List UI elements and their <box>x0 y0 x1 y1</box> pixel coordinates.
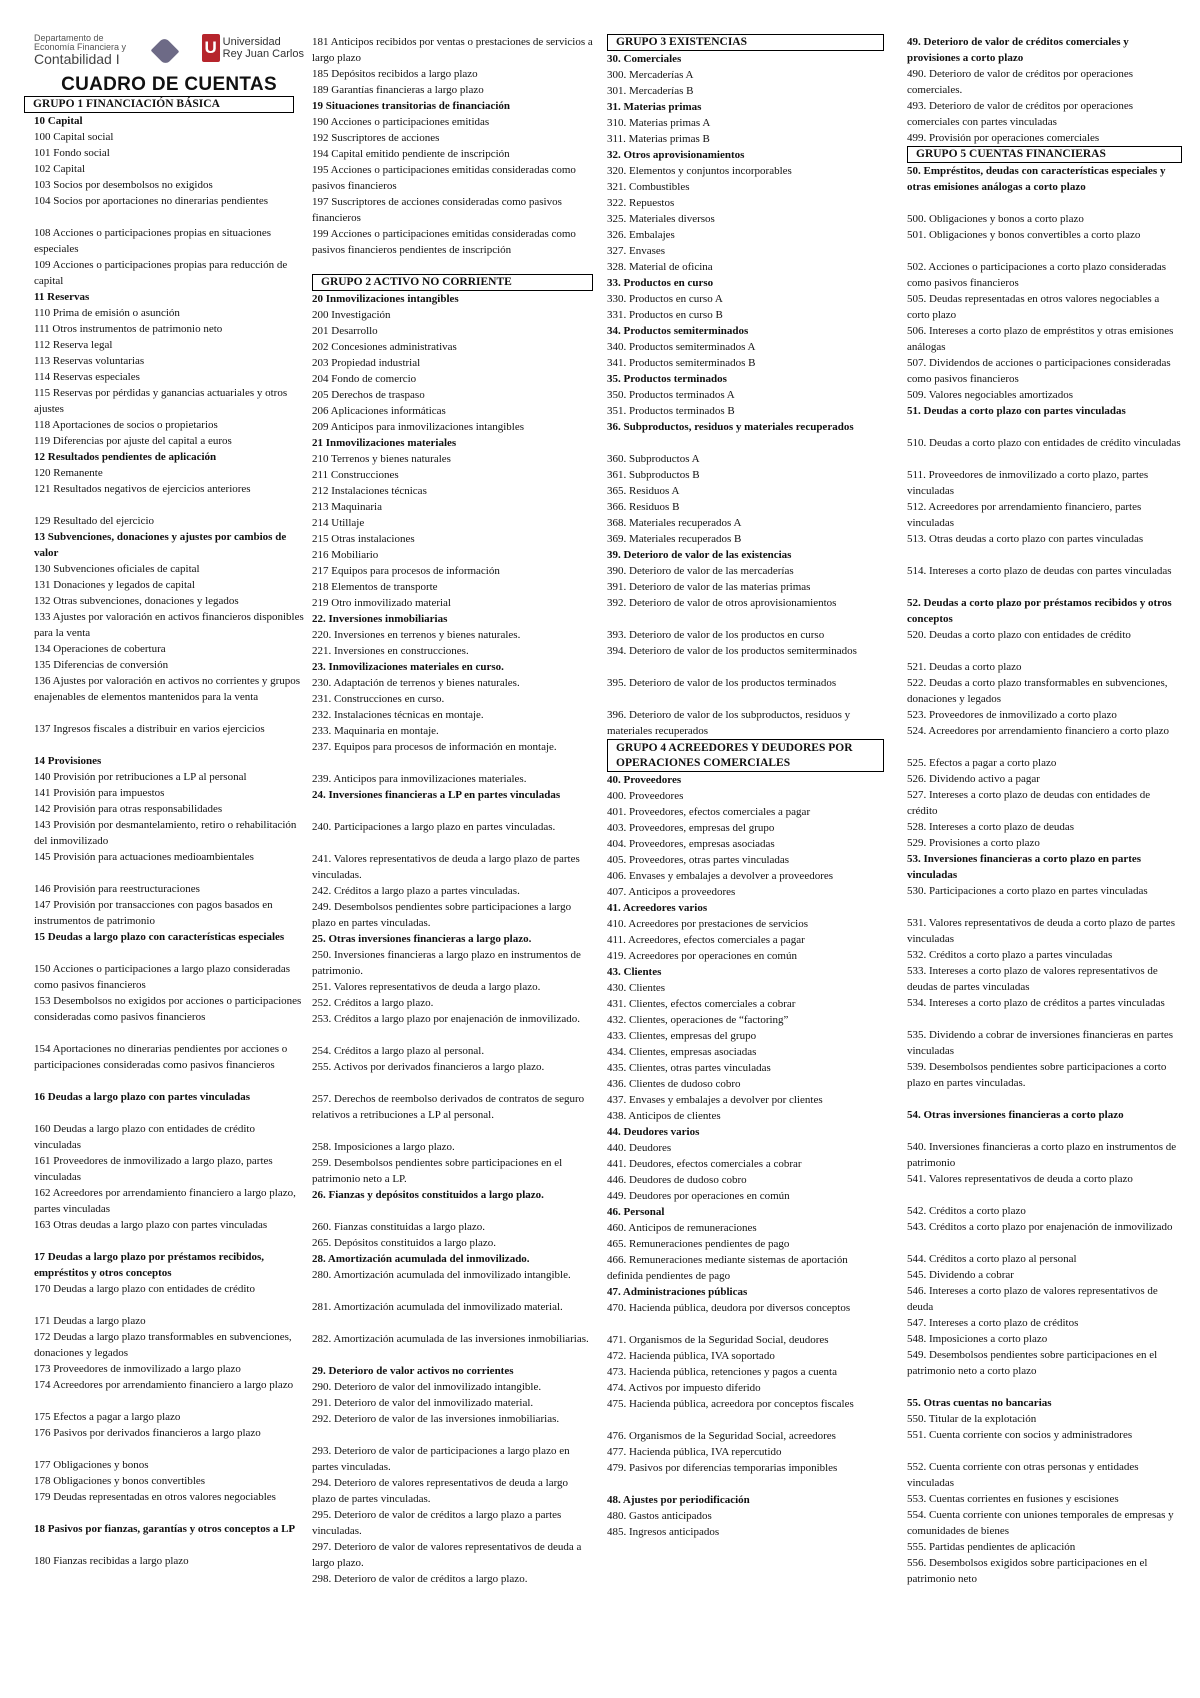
account-item: 534. Intereses a corto plazo de créditos a partes vinculadas <box>907 997 1165 1009</box>
account-item: 293. Deterioro de valor de participaciones a largo plazo en partes vinculadas. <box>312 1445 570 1473</box>
account-item: 142 Provisión para otras responsabilidades <box>34 803 223 815</box>
account-item: 533. Intereses a corto plazo de valores representativos de deudas de partes vinculadas <box>907 965 1158 993</box>
subgroup-heading: 15 Deudas a largo plazo con características especiales <box>34 931 285 943</box>
subgroup-heading: 39. Deterioro de valor de las existencias <box>607 549 792 561</box>
account-item: 460. Anticipos de remuneraciones <box>607 1222 757 1234</box>
account-item: 396. Deterioro de valor de los subproductos, residuos y materiales recuperados <box>607 709 851 737</box>
account-item: 175 Efectos a pagar a largo plazo <box>34 1411 181 1423</box>
subgroup-heading: 50. Empréstitos, deudas con características especiales y otras emisiones análogas a corto plazo <box>907 165 1166 193</box>
account-item: 237. Equipos para procesos de información en montaje. <box>312 741 557 753</box>
account-item: 514. Intereses a corto plazo de deudas con partes vinculadas <box>907 565 1172 577</box>
account-item: 322. Repuestos <box>607 197 675 209</box>
account-item: 189 Garantías financieras a largo plazo <box>312 84 484 96</box>
account-item: 120 Remanente <box>34 467 103 479</box>
department-name: Departamento de Economía Financiera y <box>34 33 127 52</box>
account-item: 395. Deterioro de valor de los productos terminados <box>607 677 837 689</box>
account-item: 230. Adaptación de terrenos y bienes naturales. <box>312 677 520 689</box>
account-list <box>34 96 304 1569</box>
subgroup-heading: 30. Comerciales <box>607 53 682 65</box>
account-item: 543. Créditos a corto plazo por enajenación de inmovilizado <box>907 1221 1173 1233</box>
subgroup-heading: 44. Deudores varios <box>607 1126 700 1138</box>
account-item: 110 Prima de emisión o asunción <box>34 307 180 319</box>
account-item: 436. Clientes de dudoso cobro <box>607 1078 741 1090</box>
column-2 <box>312 34 593 1587</box>
account-item: 130 Subvenciones oficiales de capital <box>34 563 200 575</box>
subgroup-heading: 41. Acreedores varios <box>607 902 708 914</box>
account-item: 173 Proveedores de inmovilizado a largo plazo <box>34 1363 241 1375</box>
account-item: 330. Productos en curso A <box>607 293 723 305</box>
account-item: 212 Instalaciones técnicas <box>312 485 427 497</box>
account-item: 512. Acreedores por arrendamiento financiero, partes vinculadas <box>907 501 1142 529</box>
account-item: 177 Obligaciones y bonos <box>34 1459 149 1471</box>
account-item: 477. Hacienda pública, IVA repercutido <box>607 1446 782 1458</box>
account-item: 327. Envases <box>607 245 666 257</box>
account-item: 473. Hacienda pública, retenciones y pagos a cuenta <box>607 1366 837 1378</box>
account-item: 392. Deterioro de valor de otros aprovisionamientos <box>607 597 837 609</box>
account-item: 254. Créditos a largo plazo al personal. <box>312 1045 485 1057</box>
account-item: 509. Valores negociables amortizados <box>907 389 1073 401</box>
account-item: 241. Valores representativos de deuda a largo plazo de partes vinculadas. <box>312 853 580 881</box>
account-item: 542. Créditos a corto plazo <box>907 1205 1026 1217</box>
account-item: 406. Envases y embalajes a devolver a proveedores <box>607 870 834 882</box>
account-item: 471. Organismos de la Seguridad Social, deudores <box>607 1334 829 1346</box>
subgroup-heading: 16 Deudas a largo plazo con partes vinculadas <box>34 1091 251 1103</box>
account-item: 470. Hacienda pública, deudora por diversos conceptos <box>607 1302 851 1314</box>
account-item: 472. Hacienda pública, IVA soportado <box>607 1350 775 1362</box>
account-item: 479. Pasivos por diferencias temporarias imponibles <box>607 1462 838 1474</box>
account-item: 328. Material de oficina <box>607 261 713 273</box>
account-list <box>607 34 884 1540</box>
account-item: 119 Diferencias por ajuste del capital a euros <box>34 435 232 447</box>
account-item: 192 Suscriptores de acciones <box>312 132 440 144</box>
account-item: 295. Deterioro de valor de créditos a largo plazo a partes vinculadas. <box>312 1509 562 1537</box>
account-item: 121 Resultados negativos de ejercicios anteriores <box>34 483 251 495</box>
account-item: 341. Productos semiterminados B <box>607 357 756 369</box>
account-item: 506. Intereses a corto plazo de empréstitos y otras emisiones análogas <box>907 325 1174 353</box>
account-item: 204 Fondo de comercio <box>312 373 417 385</box>
account-item: 143 Provisión por desmantelamiento, retiro o rehabilitación del inmovilizado <box>34 819 297 847</box>
account-item: 391. Deterioro de valor de las materias primas <box>607 581 811 593</box>
account-item: 108 Acciones o participaciones propias en situaciones especiales <box>34 227 272 255</box>
subgroup-heading: 22. Inversiones inmobiliarias <box>312 613 448 625</box>
account-item: 331. Productos en curso B <box>607 309 723 321</box>
account-item: 511. Proveedores de inmovilizado a corto plazo, partes vinculadas <box>907 469 1149 497</box>
account-item: 520. Deudas a corto plazo con entidades de crédito <box>907 629 1131 641</box>
account-item: 135 Diferencias de conversión <box>34 659 169 671</box>
account-item: 300. Mercaderías A <box>607 69 694 81</box>
account-item: 280. Amortización acumulada del inmovilizado intangible. <box>312 1269 571 1281</box>
account-item: 172 Deudas a largo plazo transformables en subvenciones, donaciones y legados <box>34 1331 292 1359</box>
account-item: 474. Activos por impuesto diferido <box>607 1382 761 1394</box>
account-item: 505. Deudas representadas en otros valores negociables a corto plazo <box>907 293 1160 321</box>
account-item: 476. Organismos de la Seguridad Social, acreedores <box>607 1430 836 1442</box>
account-item: 493. Deterioro de valor de créditos por operaciones comerciales con partes vinculadas <box>907 100 1134 128</box>
account-item: 361. Subproductos B <box>607 469 700 481</box>
account-item: 113 Reservas voluntarias <box>34 355 145 367</box>
account-item: 255. Activos por derivados financieros a largo plazo. <box>312 1061 545 1073</box>
account-item: 446. Deudores de dudoso cobro <box>607 1174 747 1186</box>
account-item: 320. Elementos y conjuntos incorporables <box>607 165 792 177</box>
account-item: 411. Acreedores, efectos comerciales a pagar <box>607 934 805 946</box>
account-item: 350. Productos terminados A <box>607 389 735 401</box>
account-item: 540. Inversiones financieras a corto plazo en instrumentos de patrimonio <box>907 1141 1177 1169</box>
account-item: 366. Residuos B <box>607 501 680 513</box>
account-item: 510. Deudas a corto plazo con entidades de crédito vinculadas <box>907 437 1181 449</box>
account-item: 407. Anticipos a proveedores <box>607 886 736 898</box>
subgroup-heading: 19 Situaciones transitorias de financiación <box>312 100 511 112</box>
account-item: 465. Remuneraciones pendientes de pago <box>607 1238 790 1250</box>
group-header: GRUPO 1 FINANCIACIÓN BÁSICA <box>24 96 294 113</box>
account-item: 485. Ingresos anticipados <box>607 1526 720 1538</box>
account-item: 217 Equipos para procesos de información <box>312 565 500 577</box>
subgroup-heading: 47. Administraciones públicas <box>607 1286 748 1298</box>
account-item: 242. Créditos a largo plazo a partes vinculadas. <box>312 885 520 897</box>
account-item: 109 Acciones o participaciones propias para reducción de capital <box>34 259 288 287</box>
account-item: 203 Propiedad industrial <box>312 357 421 369</box>
account-item: 401. Proveedores, efectos comerciales a pagar <box>607 806 811 818</box>
account-item: 431. Clientes, efectos comerciales a cobrar <box>607 998 796 1010</box>
account-item: 438. Anticipos de clientes <box>607 1110 721 1122</box>
account-item: 103 Socios por desembolsos no exigidos <box>34 179 213 191</box>
account-item: 104 Socios por aportaciones no dinerarias pendientes <box>34 195 268 207</box>
account-item: 210 Terrenos y bienes naturales <box>312 453 451 465</box>
account-item: 251. Valores representativos de deuda a largo plazo. <box>312 981 541 993</box>
account-item: 321. Combustibles <box>607 181 690 193</box>
page-title: CUADRO DE CUENTAS <box>61 74 277 95</box>
account-item: 524. Acreedores por arrendamiento financiero a corto plazo <box>907 725 1170 737</box>
account-item: 216 Mobiliario <box>312 549 379 561</box>
account-item: 365. Residuos A <box>607 485 680 497</box>
account-item: 400. Proveedores <box>607 790 684 802</box>
account-item: 546. Intereses a corto plazo de valores representativos de deuda <box>907 1285 1158 1313</box>
account-item: 102 Capital <box>34 163 86 175</box>
group-header: GRUPO 5 CUENTAS FINANCIERAS <box>907 146 1182 163</box>
subgroup-heading: 18 Pasivos por fianzas, garantías y otros conceptos a LP <box>34 1523 296 1535</box>
account-item: 405. Proveedores, otras partes vinculadas <box>607 854 790 866</box>
account-item: 500. Obligaciones y bonos a corto plazo <box>907 213 1084 225</box>
account-item: 211 Construcciones <box>312 469 399 481</box>
account-item: 145 Provisión para actuaciones medioambientales <box>34 851 254 863</box>
account-item: 201 Desarrollo <box>312 325 378 337</box>
account-item: 233. Maquinaria en montaje. <box>312 725 439 737</box>
account-item: 140 Provisión por retribuciones a LP al personal <box>34 771 247 783</box>
account-item: 209 Anticipos para inmovilizaciones intangibles <box>312 421 525 433</box>
account-item: 281. Amortización acumulada del inmovilizado material. <box>312 1301 563 1313</box>
subgroup-heading: 28. Amortización acumulada del inmovilizado. <box>312 1253 530 1265</box>
account-item: 190 Acciones o participaciones emitidas <box>312 116 490 128</box>
subgroup-heading: 54. Otras inversiones financieras a corto plazo <box>907 1109 1124 1121</box>
account-item: 141 Provisión para impuestos <box>34 787 165 799</box>
account-item: 178 Obligaciones y bonos convertibles <box>34 1475 206 1487</box>
account-item: 258. Imposiciones a largo plazo. <box>312 1141 455 1153</box>
account-item: 554. Cuenta corriente con uniones temporales de empresas y comunidades de bienes <box>907 1509 1174 1537</box>
account-item: 100 Capital social <box>34 131 114 143</box>
department-logo <box>34 34 128 67</box>
account-item: 154 Aportaciones no dinerarias pendientes por acciones o participaciones consideradas como pasivos financieros <box>34 1043 288 1071</box>
account-item: 215 Otras instalaciones <box>312 533 415 545</box>
account-item: 170 Deudas a largo plazo con entidades de crédito <box>34 1283 255 1295</box>
account-item: 205 Derechos de traspaso <box>312 389 425 401</box>
account-item: 326. Embalajes <box>607 229 675 241</box>
account-item: 325. Materiales diversos <box>607 213 715 225</box>
department-area: Contabilidad I <box>34 51 120 67</box>
subgroup-heading: 11 Reservas <box>34 291 90 303</box>
account-item: 153 Desembolsos no exigidos por acciones o participaciones consideradas como pasivos financieros <box>34 995 302 1023</box>
account-item: 132 Otras subvenciones, donaciones y legados <box>34 595 239 607</box>
subgroup-heading: 46. Personal <box>607 1206 665 1218</box>
account-item: 298. Deterioro de valor de créditos a largo plazo. <box>312 1573 528 1585</box>
subgroup-heading: 53. Inversiones financieras a corto plazo en partes vinculadas <box>907 853 1142 881</box>
account-item: 200 Investigación <box>312 309 391 321</box>
subgroup-heading: 12 Resultados pendientes de aplicación <box>34 451 217 463</box>
account-item: 176 Pasivos por derivados financieros a largo plazo <box>34 1427 261 1439</box>
subgroup-heading: 13 Subvenciones, donaciones y ajustes por cambios de valor <box>34 531 287 559</box>
account-item: 403. Proveedores, empresas del grupo <box>607 822 775 834</box>
university-name-line1: Universidad <box>222 36 281 48</box>
account-item: 513. Otras deudas a corto plazo con partes vinculadas <box>907 533 1144 545</box>
account-item: 368. Materiales recuperados A <box>607 517 742 529</box>
account-item: 301. Mercaderías B <box>607 85 694 97</box>
account-item: 527. Intereses a corto plazo de deudas con entidades de crédito <box>907 789 1151 817</box>
account-item: 545. Dividendo a cobrar <box>907 1269 1014 1281</box>
subgroup-heading: 10 Capital <box>34 115 83 127</box>
subgroup-heading: 34. Productos semiterminados <box>607 325 749 337</box>
account-item: 535. Dividendo a cobrar de inversiones financieras en partes vinculadas <box>907 1029 1174 1057</box>
subgroup-heading: 26. Fianzas y depósitos constituidos a largo plazo. <box>312 1189 544 1201</box>
account-item: 213 Maquinaria <box>312 501 382 513</box>
account-item: 528. Intereses a corto plazo de deudas <box>907 821 1075 833</box>
account-item: 530. Participaciones a corto plazo en partes vinculadas <box>907 885 1148 897</box>
account-item: 218 Elementos de transporte <box>312 581 438 593</box>
account-item: 351. Productos terminados B <box>607 405 735 417</box>
account-item: 544. Créditos a corto plazo al personal <box>907 1253 1077 1265</box>
account-item: 531. Valores representativos de deuda a corto plazo de partes vinculadas <box>907 917 1175 945</box>
account-item: 432. Clientes, operaciones de “factoring” <box>607 1014 789 1026</box>
account-item: 220. Inversiones en terrenos y bienes naturales. <box>312 629 521 641</box>
column-4 <box>907 34 1182 1587</box>
account-item: 548. Imposiciones a corto plazo <box>907 1333 1048 1345</box>
subgroup-heading: 25. Otras inversiones financieras a largo plazo. <box>312 933 532 945</box>
account-item: 101 Fondo social <box>34 147 110 159</box>
account-item: 291. Deterioro de valor del inmovilizado material. <box>312 1397 534 1409</box>
account-item: 404. Proveedores, empresas asociadas <box>607 838 775 850</box>
account-item: 161 Proveedores de inmovilizado a largo plazo, partes vinculadas <box>34 1155 273 1183</box>
account-item: 475. Hacienda pública, acreedora por conceptos fiscales <box>607 1398 854 1410</box>
account-item: 419. Acreedores por operaciones en común <box>607 950 797 962</box>
account-item: 150 Acciones o participaciones a largo plazo consideradas como pasivos financieros <box>34 963 291 991</box>
account-item: 146 Provisión para reestructuraciones <box>34 883 200 895</box>
account-item: 231. Construcciones en curso. <box>312 693 445 705</box>
header-logos <box>34 34 304 72</box>
account-item: 507. Dividendos de acciones o participaciones consideradas como pasivos financieros <box>907 357 1171 385</box>
account-item: 250. Inversiones financieras a largo plazo en instrumentos de patrimonio. <box>312 949 581 977</box>
account-item: 390. Deterioro de valor de las mercaderías <box>607 565 794 577</box>
account-item: 240. Participaciones a largo plazo en partes vinculadas. <box>312 821 556 833</box>
account-item: 502. Acciones o participaciones a corto plazo consideradas como pasivos financieros <box>907 261 1167 289</box>
account-item: 115 Reservas por pérdidas y ganancias actuariales y otros ajustes <box>34 387 288 415</box>
account-item: 118 Aportaciones de socios o propietarios <box>34 419 218 431</box>
subgroup-heading: 52. Deudas a corto plazo por préstamos recibidos y otros conceptos <box>907 597 1172 625</box>
account-item: 490. Deterioro de valor de créditos por operaciones comerciales. <box>907 68 1134 96</box>
account-item: 547. Intereses a corto plazo de créditos <box>907 1317 1079 1329</box>
subgroup-heading: 55. Otras cuentas no bancarias <box>907 1397 1052 1409</box>
account-item: 129 Resultado del ejercicio <box>34 515 155 527</box>
account-item: 521. Deudas a corto plazo <box>907 661 1022 673</box>
account-item: 526. Dividendo activo a pagar <box>907 773 1040 785</box>
account-item: 282. Amortización acumulada de las inversiones inmobiliarias. <box>312 1333 589 1345</box>
group-header: GRUPO 2 ACTIVO NO CORRIENTE <box>312 274 593 291</box>
account-item: 197 Suscriptores de acciones consideradas como pasivos financieros <box>312 196 562 224</box>
account-item: 111 Otros instrumentos de patrimonio neto <box>34 323 223 335</box>
account-item: 297. Deterioro de valor de valores representativos de deuda a largo plazo. <box>312 1541 582 1569</box>
column-3 <box>607 34 884 1540</box>
account-list <box>312 34 593 1587</box>
account-item: 160 Deudas a largo plazo con entidades de crédito vinculadas <box>34 1123 255 1151</box>
account-item: 239. Anticipos para inmovilizaciones materiales. <box>312 773 527 785</box>
account-item: 219 Otro inmovilizado material <box>312 597 451 609</box>
subgroup-heading: 29. Deterioro de valor activos no corrientes <box>312 1365 514 1377</box>
account-item: 501. Obligaciones y bonos convertibles a corto plazo <box>907 229 1141 241</box>
account-item: 369. Materiales recuperados B <box>607 533 742 545</box>
account-item: 525. Efectos a pagar a corto plazo <box>907 757 1057 769</box>
subgroup-heading: 14 Provisiones <box>34 755 102 767</box>
account-item: 195 Acciones o participaciones emitidas consideradas como pasivos financieros <box>312 164 576 192</box>
account-item: 232. Instalaciones técnicas en montaje. <box>312 709 484 721</box>
account-item: 552. Cuenta corriente con otras personas y entidades vinculadas <box>907 1461 1139 1489</box>
account-item: 180 Fianzas recibidas a largo plazo <box>34 1555 189 1567</box>
account-item: 292. Deterioro de valor de las inversiones inmobiliarias. <box>312 1413 560 1425</box>
department-logo-mark <box>151 37 180 66</box>
account-item: 539. Desembolsos pendientes sobre participaciones a corto plazo en partes vinculadas. <box>907 1061 1167 1089</box>
university-logo-icon: U <box>202 34 220 62</box>
account-item: 134 Operaciones de cobertura <box>34 643 166 655</box>
account-item: 249. Desembolsos pendientes sobre participaciones a largo plazo en partes vinculadas. <box>312 901 572 929</box>
subgroup-heading: 33. Productos en curso <box>607 277 714 289</box>
subgroup-heading: 21 Inmovilizaciones materiales <box>312 437 457 449</box>
account-item: 147 Provisión por transacciones con pagos basados en instrumentos de patrimonio <box>34 899 273 927</box>
account-item: 133 Ajustes por valoración en activos financieros disponibles para la venta <box>34 611 304 639</box>
subgroup-heading: 31. Materias primas <box>607 101 702 113</box>
subgroup-heading: 49. Deterioro de valor de créditos comerciales y provisiones a corto plazo <box>907 36 1129 64</box>
account-item: 181 Anticipos recibidos por ventas o prestaciones de servicios a largo plazo <box>312 36 593 64</box>
account-item: 522. Deudas a corto plazo transformables en subvenciones, donaciones y legados <box>907 677 1168 705</box>
account-item: 550. Titular de la explotación <box>907 1413 1037 1425</box>
account-item: 393. Deterioro de valor de los productos en curso <box>607 629 825 641</box>
subgroup-heading: 32. Otros aprovisionamientos <box>607 149 745 161</box>
account-item: 185 Depósitos recibidos a largo plazo <box>312 68 478 80</box>
group-header: GRUPO 4 ACREEDORES Y DEUDORES POR OPERACIONES COMERCIALES <box>607 739 884 772</box>
account-item: 437. Envases y embalajes a devolver por clientes <box>607 1094 823 1106</box>
account-item: 311. Materias primas B <box>607 133 710 145</box>
account-item: 259. Desembolsos pendientes sobre participaciones en el patrimonio neto a LP. <box>312 1157 563 1185</box>
account-item: 440. Deudores <box>607 1142 672 1154</box>
account-item: 541. Valores representativos de deuda a corto plazo <box>907 1173 1133 1185</box>
account-item: 555. Partidas pendientes de aplicación <box>907 1541 1076 1553</box>
account-item: 131 Donaciones y legados de capital <box>34 579 195 591</box>
group-header: GRUPO 3 EXISTENCIAS <box>607 34 884 51</box>
account-item: 290. Deterioro de valor del inmovilizado intangible. <box>312 1381 542 1393</box>
account-item: 466. Remuneraciones mediante sistemas de aportación definida pendientes de pago <box>607 1254 848 1282</box>
account-item: 441. Deudores, efectos comerciales a cobrar <box>607 1158 802 1170</box>
account-item: 551. Cuenta corriente con socios y administradores <box>907 1429 1133 1441</box>
subgroup-heading: 35. Productos terminados <box>607 373 727 385</box>
account-item: 199 Acciones o participaciones emitidas consideradas como pasivos financieros pendientes de inscripción <box>312 228 576 256</box>
account-item: 310. Materias primas A <box>607 117 711 129</box>
account-item: 114 Reservas especiales <box>34 371 140 383</box>
university-logo <box>202 34 304 62</box>
account-item: 179 Deudas representadas en otros valores negociables <box>34 1491 276 1503</box>
account-item: 206 Aplicaciones informáticas <box>312 405 446 417</box>
account-item: 360. Subproductos A <box>607 453 700 465</box>
account-item: 214 Utillaje <box>312 517 365 529</box>
account-item: 162 Acreedores por arrendamiento financiero a largo plazo, partes vinculadas <box>34 1187 296 1215</box>
subgroup-heading: 40. Proveedores <box>607 774 682 786</box>
account-item: 553. Cuentas corrientes en fusiones y escisiones <box>907 1493 1119 1505</box>
account-item: 480. Gastos anticipados <box>607 1510 712 1522</box>
account-item: 529. Provisiones a corto plazo <box>907 837 1040 849</box>
account-item: 202 Concesiones administrativas <box>312 341 457 353</box>
account-item: 340. Productos semiterminados A <box>607 341 756 353</box>
account-item: 294. Deterioro de valores representativos de deuda a largo plazo de partes vinculadas. <box>312 1477 569 1505</box>
account-item: 549. Desembolsos pendientes sobre participaciones en el patrimonio neto a corto plazo <box>907 1349 1158 1377</box>
subgroup-heading: 48. Ajustes por periodificación <box>607 1494 750 1506</box>
subgroup-heading: 36. Subproductos, residuos y materiales recuperados <box>607 421 854 433</box>
column-1 <box>34 34 304 1569</box>
account-item: 252. Créditos a largo plazo. <box>312 997 434 1009</box>
account-item: 556. Desembolsos exigidos sobre participaciones en el patrimonio neto <box>907 1557 1148 1585</box>
account-item: 523. Proveedores de inmovilizado a corto plazo <box>907 709 1117 721</box>
subgroup-heading: 23. Inmovilizaciones materiales en curso. <box>312 661 504 673</box>
account-item: 257. Derechos de reembolso derivados de contratos de seguro relativos a retribuciones a LP al personal. <box>312 1093 585 1121</box>
account-item: 265. Depósitos constituidos a largo plazo. <box>312 1237 497 1249</box>
account-item: 194 Capital emitido pendiente de inscripción <box>312 148 510 160</box>
account-item: 433. Clientes, empresas del grupo <box>607 1030 757 1042</box>
account-item: 435. Clientes, otras partes vinculadas <box>607 1062 771 1074</box>
account-item: 532. Créditos a corto plazo a partes vinculadas <box>907 949 1113 961</box>
account-list <box>907 34 1182 1587</box>
account-item: 260. Fianzas constituidas a largo plazo. <box>312 1221 486 1233</box>
account-item: 163 Otras deudas a largo plazo con partes vinculadas <box>34 1219 268 1231</box>
university-name-line2: Rey Juan Carlos <box>222 48 304 60</box>
account-item: 410. Acreedores por prestaciones de servicios <box>607 918 808 930</box>
account-item: 499. Provisión por operaciones comerciales <box>907 132 1100 144</box>
subgroup-heading: 51. Deudas a corto plazo con partes vinculadas <box>907 405 1126 417</box>
account-item: 434. Clientes, empresas asociadas <box>607 1046 757 1058</box>
account-item: 137 Ingresos fiscales a distribuir en varios ejercicios <box>34 723 265 735</box>
account-item: 449. Deudores por operaciones en común <box>607 1190 790 1202</box>
account-item: 430. Clientes <box>607 982 666 994</box>
subgroup-heading: 17 Deudas a largo plazo por préstamos recibidos, empréstitos y otros conceptos <box>34 1251 264 1279</box>
account-item: 171 Deudas a largo plazo <box>34 1315 146 1327</box>
subgroup-heading: 20 Inmovilizaciones intangibles <box>312 293 459 305</box>
account-item: 221. Inversiones en construcciones. <box>312 645 469 657</box>
university-name <box>223 36 304 60</box>
account-item: 112 Reserva legal <box>34 339 113 351</box>
subgroup-heading: 43. Clientes <box>607 966 662 978</box>
account-item: 253. Créditos a largo plazo por enajenación de inmovilizado. <box>312 1013 580 1025</box>
account-item: 394. Deterioro de valor de los productos semiterminados <box>607 645 857 657</box>
account-item: 174 Acreedores por arrendamiento financiero a largo plazo <box>34 1379 294 1391</box>
account-item: 136 Ajustes por valoración en activos no corrientes y grupos enajenables de elementos mantenidos para la venta <box>34 675 301 703</box>
subgroup-heading: 24. Inversiones financieras a LP en partes vinculadas <box>312 789 561 801</box>
